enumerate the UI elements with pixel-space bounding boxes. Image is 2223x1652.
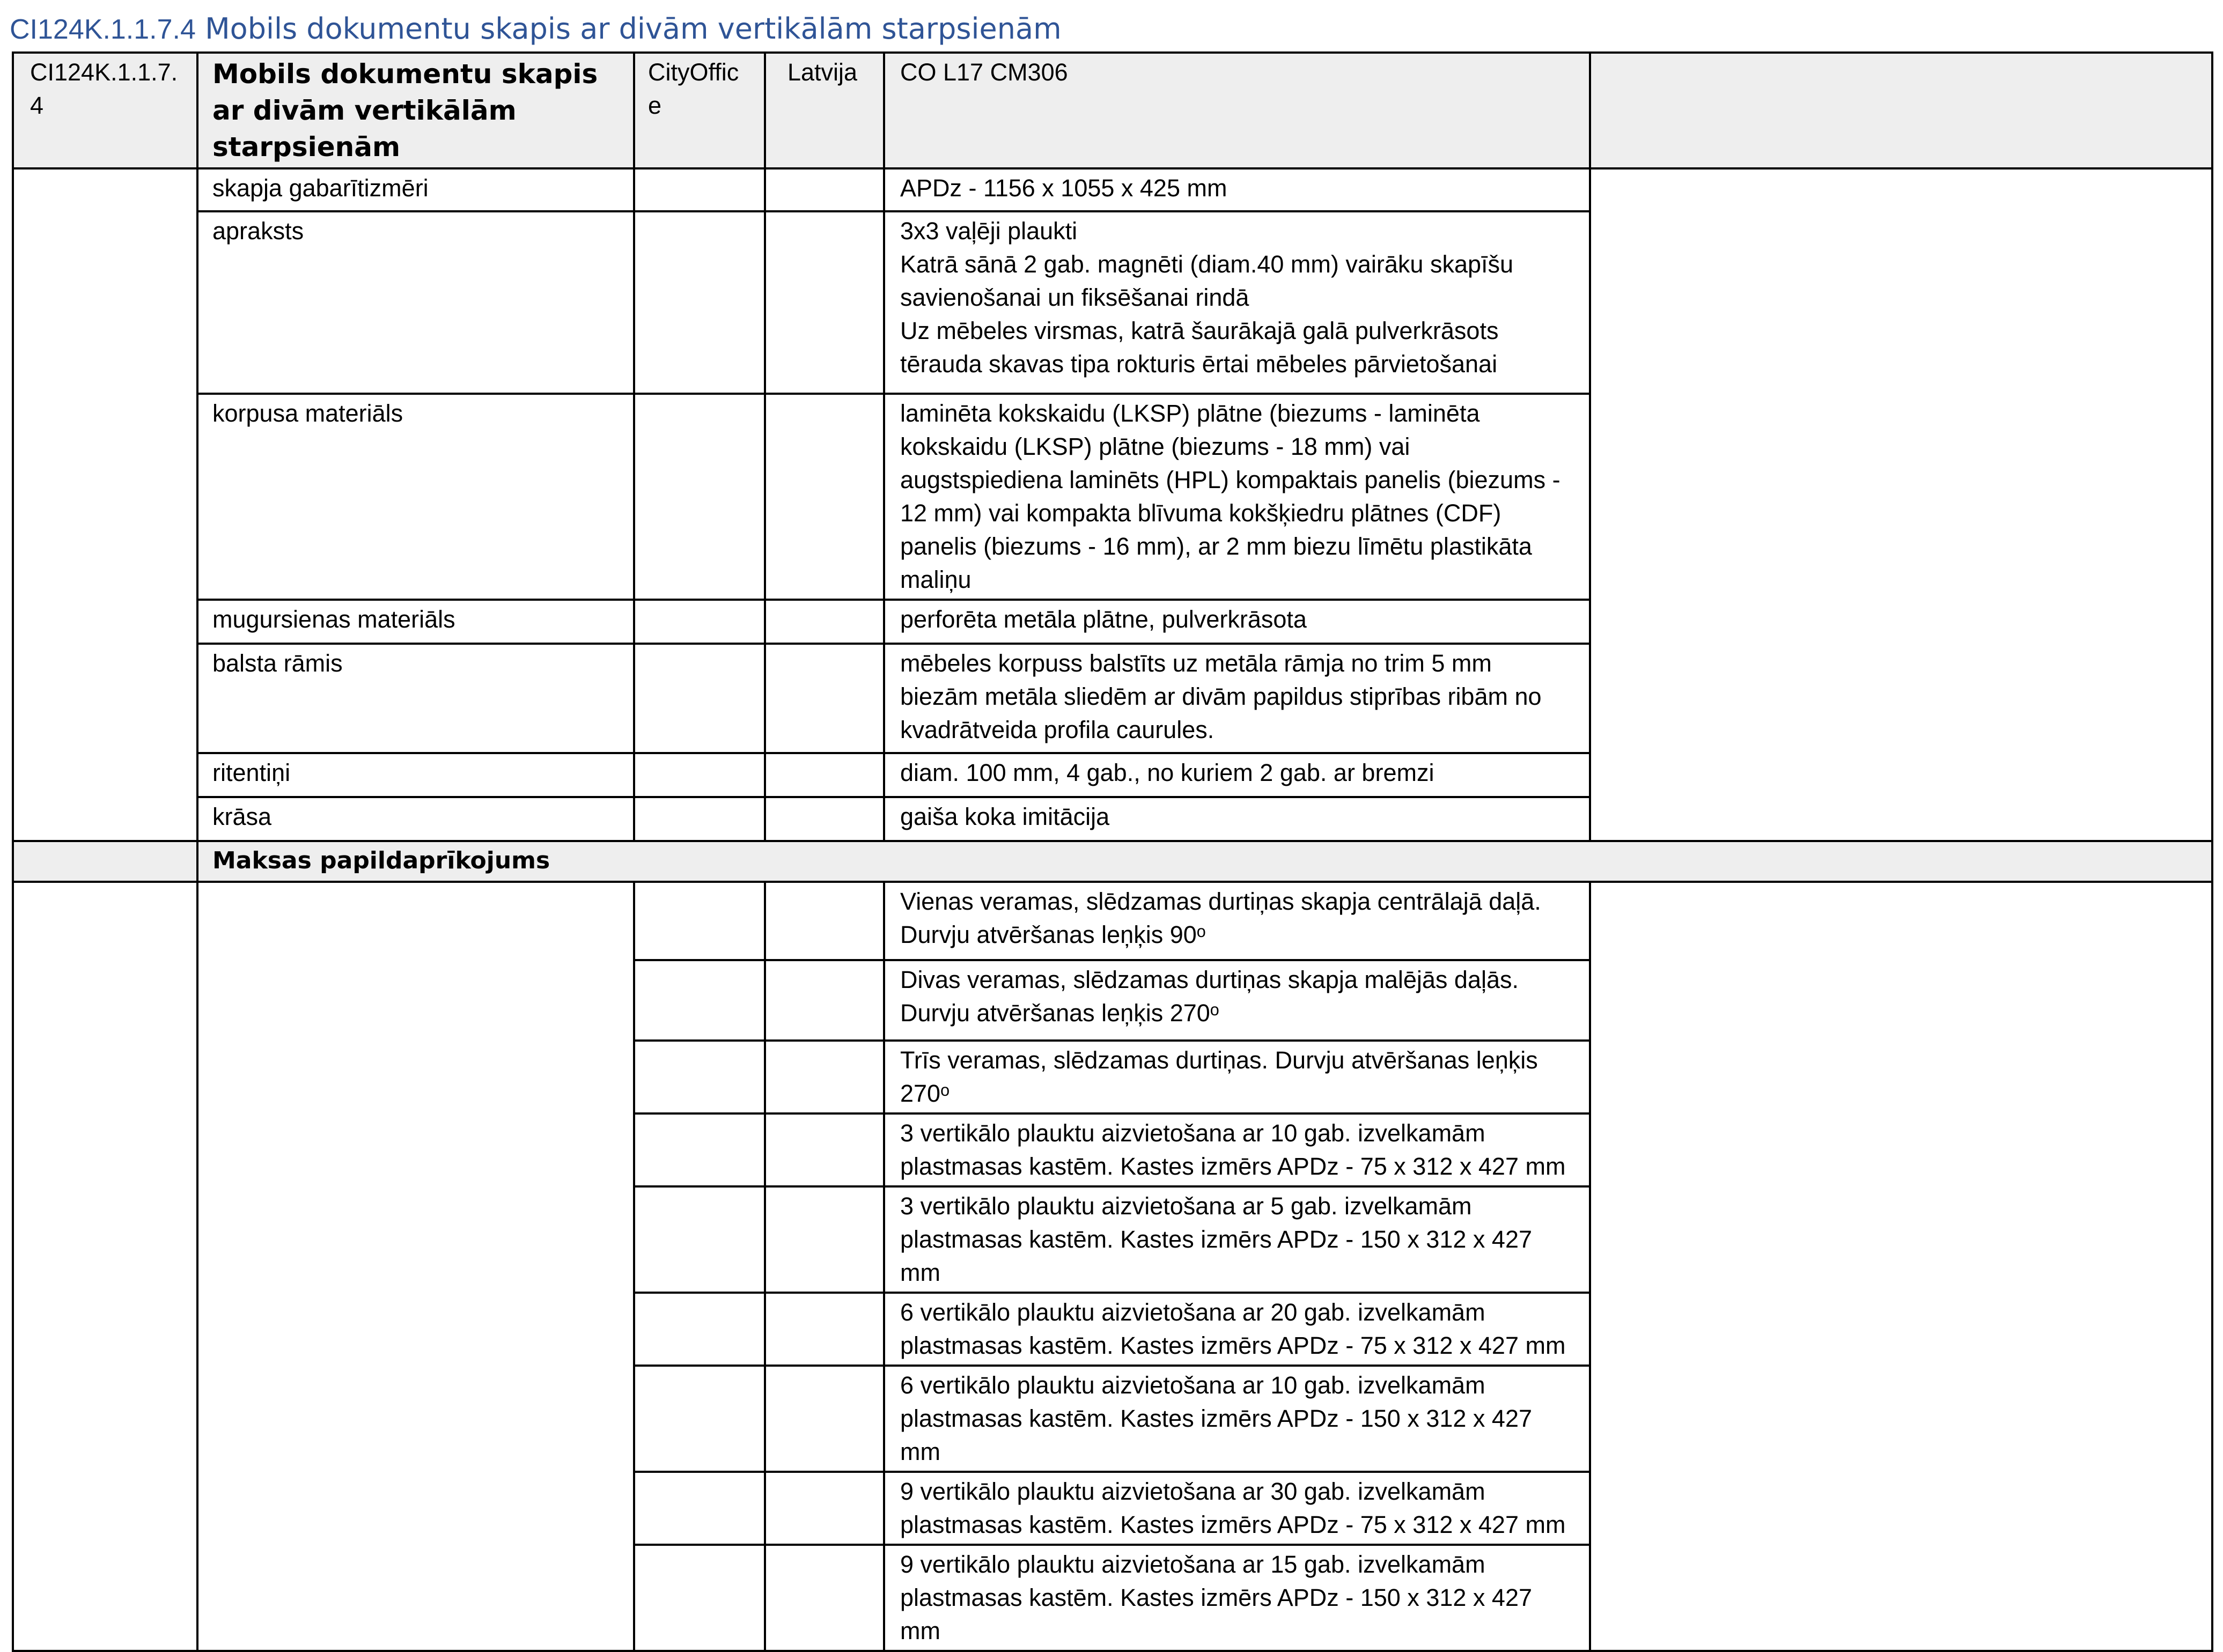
empty-cell bbox=[13, 1113, 197, 1186]
empty-cell bbox=[1590, 211, 2212, 394]
spec-table bbox=[12, 51, 2213, 1652]
empty-cell bbox=[13, 1545, 197, 1651]
option-text: 9 vertikālo plauktu aizvietošana ar 15 gab. izvelkamām plastmasas kastēm. Kastes izmērs APDz - 150 x 312 x 427 mm bbox=[884, 1545, 1590, 1651]
empty-cell bbox=[1590, 394, 2212, 600]
empty-cell bbox=[634, 168, 765, 211]
header-model: CO L17 CM306 bbox=[884, 53, 1590, 168]
option-row bbox=[13, 1113, 2212, 1186]
header-extra bbox=[1590, 53, 2212, 168]
empty-cell bbox=[1590, 1293, 2212, 1366]
empty-cell bbox=[634, 797, 765, 841]
empty-cell bbox=[197, 1113, 634, 1186]
spec-value: perforēta metāla plātne, pulverkrāsota bbox=[884, 600, 1590, 644]
spec-label: ritentiņi bbox=[197, 753, 634, 797]
empty-cell bbox=[765, 1113, 884, 1186]
heading-text: Mobils dokumentu skapis ar divām vertikālām starpsienām bbox=[205, 12, 1062, 46]
empty-cell bbox=[1590, 1186, 2212, 1293]
empty-cell bbox=[765, 753, 884, 797]
empty-cell bbox=[634, 394, 765, 600]
empty-cell bbox=[634, 644, 765, 753]
spec-value: diam. 100 mm, 4 gab., no kuriem 2 gab. ar bremzi bbox=[884, 753, 1590, 797]
empty-cell bbox=[634, 1186, 765, 1293]
empty-cell bbox=[765, 1293, 884, 1366]
section-label: Maksas papildaprīkojums bbox=[197, 841, 2212, 882]
empty-cell bbox=[13, 600, 197, 644]
page-heading bbox=[10, 8, 1062, 50]
spec-value: APDz - 1156 x 1055 x 425 mm bbox=[884, 168, 1590, 211]
empty-cell bbox=[13, 394, 197, 600]
empty-cell bbox=[197, 1041, 634, 1113]
spec-row bbox=[13, 394, 2212, 600]
spec-value: mēbeles korpuss balstīts uz metāla rāmja no trim 5 mm biezām metāla sliedēm ar divām papildus stiprības ribām no kvadrātveida profila caurules. bbox=[884, 644, 1590, 753]
header-title: Mobils dokumentu skapis ar divām vertikālām starpsienām bbox=[197, 53, 634, 168]
empty-cell bbox=[1590, 753, 2212, 797]
spec-value: laminēta kokskaidu (LKSP) plātne (biezums - laminēta kokskaidu (LKSP) plātne (biezums - 18 mm) vai augstspiediena laminēts (HPL) kompaktais panelis (biezums - 12 mm) vai kompakta blīvuma kokšķiedru plātnes (CDF) panelis (biezums - 16 mm), ar 2 mm biezu līmētu plastikāta maliņu bbox=[884, 394, 1590, 600]
empty-cell bbox=[13, 211, 197, 394]
empty-cell bbox=[634, 1041, 765, 1113]
empty-cell bbox=[1590, 600, 2212, 644]
spec-row bbox=[13, 797, 2212, 841]
empty-cell bbox=[1590, 1113, 2212, 1186]
spec-label: skapja gabarītizmēri bbox=[197, 168, 634, 211]
empty-cell bbox=[634, 960, 765, 1041]
empty-cell bbox=[197, 1186, 634, 1293]
empty-cell bbox=[765, 1041, 884, 1113]
option-text: 6 vertikālo plauktu aizvietošana ar 10 gab. izvelkamām plastmasas kastēm. Kastes izmērs APDz - 150 x 312 x 427 mm bbox=[884, 1366, 1590, 1472]
spec-row bbox=[13, 600, 2212, 644]
empty-cell bbox=[765, 644, 884, 753]
empty-cell bbox=[1590, 797, 2212, 841]
empty-cell bbox=[13, 644, 197, 753]
option-row bbox=[13, 1041, 2212, 1113]
empty-cell bbox=[13, 960, 197, 1041]
option-text: 9 vertikālo plauktu aizvietošana ar 30 gab. izvelkamām plastmasas kastēm. Kastes izmērs APDz - 75 x 312 x 427 mm bbox=[884, 1472, 1590, 1545]
empty-cell bbox=[634, 882, 765, 960]
empty-cell bbox=[197, 1472, 634, 1545]
option-row bbox=[13, 1366, 2212, 1472]
empty-cell bbox=[634, 1366, 765, 1472]
empty-cell bbox=[765, 882, 884, 960]
heading-code: CI124K.1.1.7.4 bbox=[10, 14, 196, 45]
empty-cell bbox=[13, 1472, 197, 1545]
empty-cell bbox=[197, 1366, 634, 1472]
spec-row bbox=[13, 753, 2212, 797]
section-row bbox=[13, 841, 2212, 882]
empty-cell bbox=[1590, 168, 2212, 211]
empty-cell bbox=[1590, 1041, 2212, 1113]
empty-cell bbox=[634, 1113, 765, 1186]
option-row bbox=[13, 1545, 2212, 1651]
option-row bbox=[13, 1186, 2212, 1293]
empty-cell bbox=[13, 753, 197, 797]
empty-cell bbox=[765, 394, 884, 600]
empty-cell bbox=[765, 960, 884, 1041]
empty-cell bbox=[765, 1472, 884, 1545]
spec-label: apraksts bbox=[197, 211, 634, 394]
spec-label: krāsa bbox=[197, 797, 634, 841]
empty-cell bbox=[765, 168, 884, 211]
empty-cell bbox=[1590, 1366, 2212, 1472]
empty-cell bbox=[197, 1293, 634, 1366]
empty-cell bbox=[197, 960, 634, 1041]
header-code: CI124K.1.1.7.4 bbox=[13, 53, 197, 168]
option-row bbox=[13, 882, 2212, 960]
empty-cell bbox=[765, 1545, 884, 1651]
option-row bbox=[13, 960, 2212, 1041]
header-country: Latvija bbox=[765, 53, 884, 168]
empty-cell bbox=[13, 1186, 197, 1293]
empty-cell bbox=[765, 1366, 884, 1472]
empty-cell bbox=[634, 1293, 765, 1366]
empty-cell bbox=[13, 1366, 197, 1472]
empty-cell bbox=[765, 600, 884, 644]
empty-cell bbox=[765, 211, 884, 394]
option-row bbox=[13, 1472, 2212, 1545]
option-text: Trīs veramas, slēdzamas durtiņas. Durvju atvēršanas leņķis 270ᵒ bbox=[884, 1041, 1590, 1113]
option-text: Divas veramas, slēdzamas durtiņas skapja malējās daļās. Durvju atvēršanas leņķis 270ᵒ bbox=[884, 960, 1590, 1041]
empty-cell bbox=[1590, 644, 2212, 753]
empty-cell bbox=[634, 211, 765, 394]
empty-cell bbox=[13, 1293, 197, 1366]
empty-cell bbox=[1590, 1545, 2212, 1651]
spec-row bbox=[13, 168, 2212, 211]
empty-cell bbox=[13, 1041, 197, 1113]
empty-cell bbox=[634, 753, 765, 797]
option-text: 3 vertikālo plauktu aizvietošana ar 10 gab. izvelkamām plastmasas kastēm. Kastes izmērs APDz - 75 x 312 x 427 mm bbox=[884, 1113, 1590, 1186]
empty-cell bbox=[13, 168, 197, 211]
spec-value: gaiša koka imitācija bbox=[884, 797, 1590, 841]
empty-cell bbox=[1590, 960, 2212, 1041]
option-text: Vienas veramas, slēdzamas durtiņas skapja centrālajā daļā. Durvju atvēršanas leņķis 90ᵒ bbox=[884, 882, 1590, 960]
spec-value: 3x3 vaļēji plaukti Katrā sānā 2 gab. magnēti (diam.40 mm) vairāku skapīšu savienošanai un fiksēšanai rindā Uz mēbeles virsmas, katrā šaurākajā galā pulverkrāsots tērauda skavas tipa rokturis ērtai mēbeles pārvietošanai bbox=[884, 211, 1590, 394]
empty-cell bbox=[197, 1545, 634, 1651]
option-text: 6 vertikālo plauktu aizvietošana ar 20 gab. izvelkamām plastmasas kastēm. Kastes izmērs APDz - 75 x 312 x 427 mm bbox=[884, 1293, 1590, 1366]
empty-cell bbox=[1590, 882, 2212, 960]
empty-cell bbox=[13, 882, 197, 960]
option-text: 3 vertikālo plauktu aizvietošana ar 5 gab. izvelkamām plastmasas kastēm. Kastes izmērs APDz - 150 x 312 x 427 mm bbox=[884, 1186, 1590, 1293]
empty-cell bbox=[765, 797, 884, 841]
empty-cell bbox=[13, 841, 197, 882]
empty-cell bbox=[197, 882, 634, 960]
header-brand: CityOffice bbox=[634, 53, 765, 168]
empty-cell bbox=[634, 1545, 765, 1651]
spec-row bbox=[13, 211, 2212, 394]
option-row bbox=[13, 1293, 2212, 1366]
empty-cell bbox=[13, 797, 197, 841]
spec-label: mugursienas materiāls bbox=[197, 600, 634, 644]
empty-cell bbox=[1590, 1472, 2212, 1545]
header-row bbox=[13, 53, 2212, 168]
spec-label: balsta rāmis bbox=[197, 644, 634, 753]
spec-label: korpusa materiāls bbox=[197, 394, 634, 600]
spec-row bbox=[13, 644, 2212, 753]
empty-cell bbox=[634, 1472, 765, 1545]
empty-cell bbox=[765, 1186, 884, 1293]
empty-cell bbox=[634, 600, 765, 644]
